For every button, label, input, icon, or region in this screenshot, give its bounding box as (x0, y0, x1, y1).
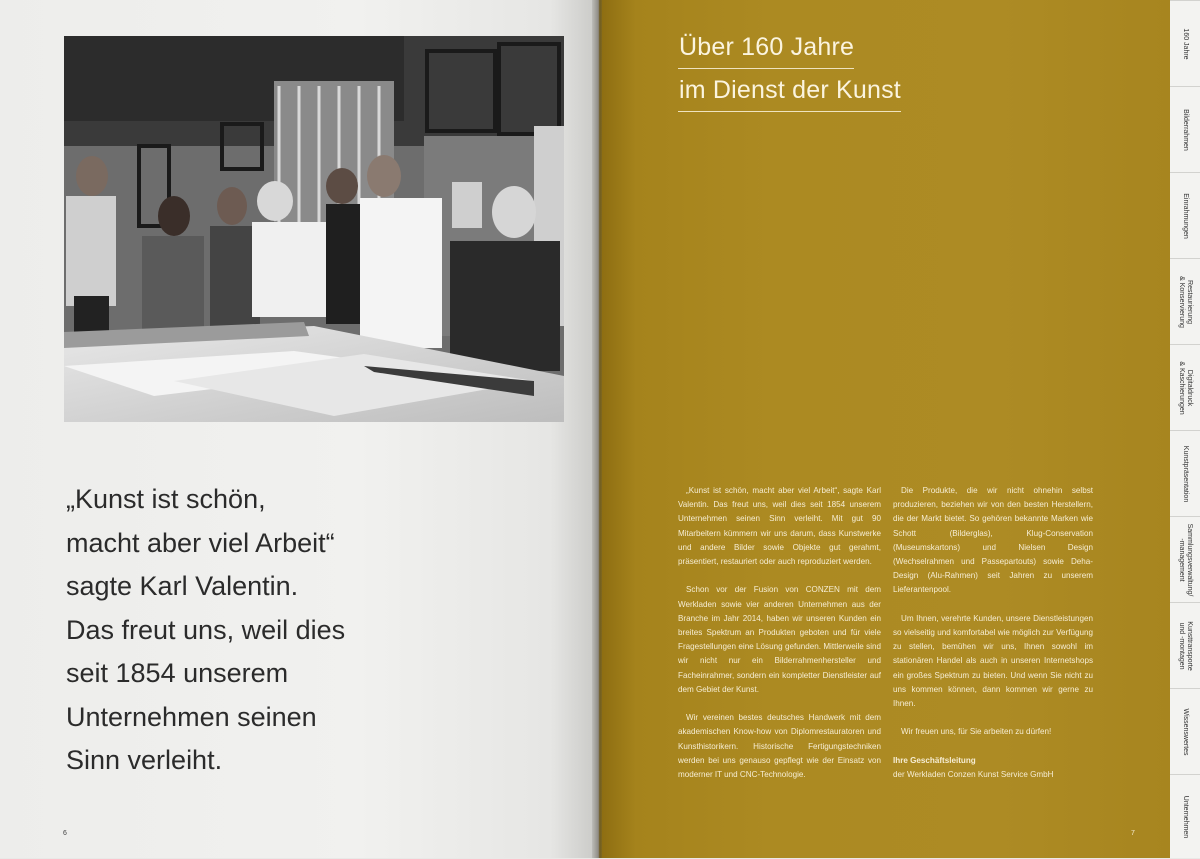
tab-digitaldruck[interactable] (1170, 344, 1200, 431)
tab-label: Bilderrahmen (1182, 109, 1189, 151)
paragraph: Wir vereinen bestes deutsches Handwerk mit dem akademischen Know-how von Diplomrestauratoren und Kunsthistorikern. Historische Fertigungstechniken werden bei uns genauso gepflegt wie der Einsatz von moderner IT und CNC-Technologie. (678, 713, 881, 780)
tab-einrahmungen[interactable] (1170, 172, 1200, 259)
tab-bilderrahmen[interactable] (1170, 86, 1200, 173)
tab-label: Kunsttransporte und -montagen (1178, 621, 1193, 671)
tab-wissenswertes[interactable] (1170, 688, 1200, 775)
tab-label: 160 Jahre (1182, 28, 1189, 60)
tab-unternehmen[interactable] (1170, 774, 1200, 859)
title-line-1: Über 160 Jahre (678, 32, 854, 69)
page-number-left: 6 (63, 830, 67, 837)
paragraph: Die Produkte, die wir nicht ohnehin selbst produzieren, beziehen wir von den besten Herstellern, die der Markt bietet. So gehören bekannte Marken wie Schott (Bilderglas), Klug-Conservation (Museumskartons) und Nielsen Design (Wechselrahmen und Passepartouts) sowie Deha-Design (Alu-Rahmen) seit Jahren zu unserem Lieferantenpool. (893, 486, 1093, 595)
tab-label: Digitaldruck & Kaschierungen (1178, 361, 1193, 415)
tab-restaurierung[interactable] (1170, 258, 1200, 345)
paragraph: Um Ihnen, verehrte Kunden, unsere Dienstleistungen so vielseitig und komfortabel wie möglich zur Verfügung zu stellen, bemühen wir uns, Ihnen sowohl im stationären Handel als auch in unseren Internetshops ein großes Spektrum zu bieten. Und wenn Sie nicht zu uns kommen können, dann kommen wir gerne zu Ihnen. (893, 613, 1093, 709)
page-number-right: 7 (1131, 830, 1135, 837)
tab-label: Restaurierung & Konservierung (1178, 276, 1193, 328)
body-column-2 (893, 484, 1093, 782)
body-column-1 (678, 484, 881, 796)
paragraph: Wir freuen uns, für Sie arbeiten zu dürfen! (901, 727, 1052, 737)
tab-sammlungsverwaltung[interactable] (1170, 516, 1200, 603)
tab-label: Unternehmen (1182, 795, 1189, 839)
tab-160-jahre[interactable] (1170, 0, 1200, 87)
tab-label: Wissenswertes (1182, 708, 1189, 756)
tab-kunsttransporte[interactable] (1170, 602, 1200, 689)
tab-label: Kunstpräsentation (1182, 445, 1189, 503)
signature-title: Ihre Geschäftsleitung (893, 755, 976, 765)
title-line-2: im Dienst der Kunst (678, 75, 901, 112)
workshop-photo (64, 36, 564, 422)
tab-label: Einrahmungen (1182, 193, 1189, 239)
tab-kunstpraesentation[interactable] (1170, 430, 1200, 517)
section-tabs (1170, 0, 1200, 858)
signature-company: der Werkladen Conzen Kunst Service GmbH (893, 770, 1054, 780)
pull-quote: „Kunst ist schön, macht aber viel Arbeit“ sagte Karl Valentin. Das freut uns, weil dies seit 1854 unserem Unternehmen seinen Sinn verleiht. (66, 484, 346, 775)
paragraph: Schon vor der Fusion von CONZEN mit dem Werkladen sowie vier anderen Unternehmen aus der Branche im Jahr 2014, haben wir unseren Kunden ein breites Spektrum an Produkten geboten und für viele Fragestellungen eine Lösung gefunden. Mittlerweile sind wir nicht nur ein Bilderrahmenhersteller und Facheinrahmer, sondern ein kompletter Dienstleister auf dem Gebiet der Kunst. (678, 585, 881, 694)
paragraph: „Kunst ist schön, macht aber viel Arbeit“, sagte Karl Valentin. Das freut uns, weil dies seit 1854 unserem Unternehmen seinen Sinn verleiht. Mit gut 90 Mitarbeitern kümmern wir uns darum, dass Kunstwerke und andere Bilder sowie Objekte gut gerahmt, präsentiert, restauriert oder auch reproduziert werden. (678, 486, 881, 567)
page-title (678, 32, 901, 118)
tab-label: Sammlungsverwaltung/ -management (1178, 523, 1193, 597)
